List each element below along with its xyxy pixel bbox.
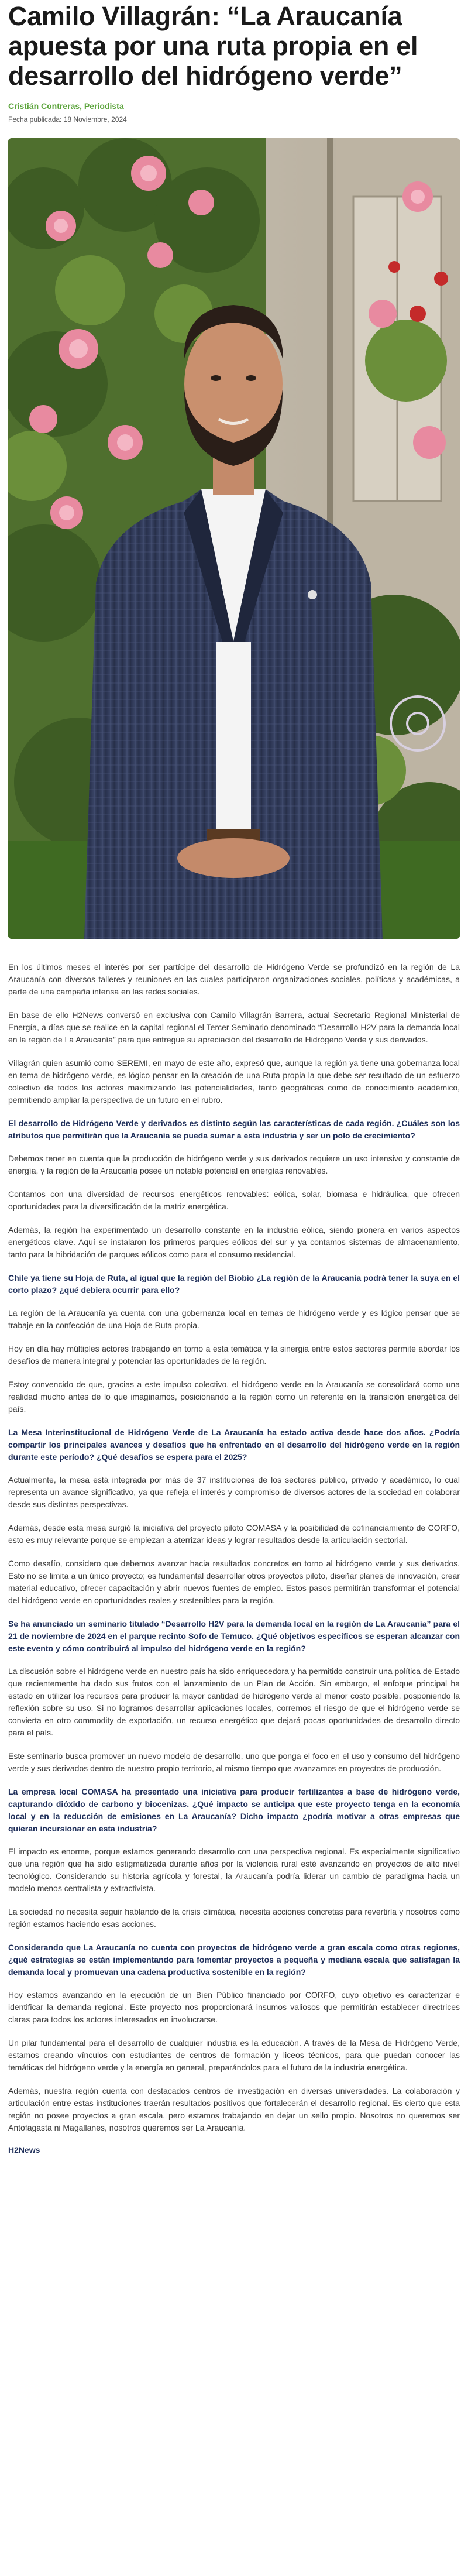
portrait-photo <box>8 138 460 939</box>
article-paragraph: Estoy convencido de que, gracias a este impulso colectivo, el hidrógeno verde en la Araucanía se consolidará como una realidad mucho antes de lo que imaginamos, posicionando a la región como un referente en la transición energética del país. <box>8 1380 460 1414</box>
article-paragraph: La región de la Araucanía ya cuenta con una gobernanza local en temas de hidrógeno verde y es lógico pensar que se trabaje en la confección de una Hoja de Ruta propia. <box>8 1308 460 1330</box>
interview-question: Considerando que La Araucanía no cuenta con proyectos de hidrógeno verde a gran escala como otras regiones, ¿qué estrategias se están implementando para fomentar proyectos a pequeña y mediana escala que satisfagan la demanda local y promuevan una cadena productiva sostenible en la región? <box>8 1943 460 1977</box>
article-paragraph: En base de ello H2News conversó en exclusiva con Camilo Villagrán Barrera, actual Secretario Regional Ministerial de Energía, a días que se realice en la capital regional el Tercer Seminario denominado “Desarrollo H2V para la demanda local en la región de La Araucanía” para que entregue su apreciación del desarrollo de Hidrógeno Verde y sus derivados. <box>8 1010 460 1044</box>
interview-question: La Mesa Interinstitucional de Hidrógeno Verde de La Araucanía ha estado activa desde hace dos años. ¿Podría compartir los principales avances y desafíos que ha enfrentado en el desarrollo del hidrógeno verde en la región durante este período? ¿Qué desafíos se espera para el 2025? <box>8 1428 460 1462</box>
article-body <box>8 961 460 2134</box>
portrait-photo-icon <box>8 138 460 939</box>
article-paragraph: El impacto es enorme, porque estamos generando desarrollo con una perspectiva regional. Es especialmente significativo que una región que ha sido estigmatizada durante años por la violencia rural esté avanzando en proyectos de alto nivel tecnológico. Considerando su historia agrícola y forestal, la Araucanía podría liderar un cambio de paradigma hacia un modelo menos centralista y extractivista. <box>8 1847 460 1893</box>
interview-question: El desarrollo de Hidrógeno Verde y derivados es distinto según las características de cada región. ¿Cuáles son los atributos que permitirán que la Araucanía se pueda sumar a esta industria y ser un polo de crecimiento? <box>8 1119 460 1140</box>
article-title: Camilo Villagrán: “La Araucanía apuesta por una ruta propia en el desarrollo del hidrógeno verde” <box>8 1 418 91</box>
author-byline[interactable]: Cristián Contreras, Periodista <box>8 101 124 111</box>
article-paragraph: Debemos tener en cuenta que la producción de hidrógeno verde y sus derivados requiere un uso intensivo y constante de energía, y la región de la Araucanía posee un notable potencial en energías renovables. <box>8 1154 460 1175</box>
article-paragraph: Un pilar fundamental para el desarrollo de cualquier industria es la educación. A través de la Mesa de Hidrógeno Verde, estamos creando vínculos con estudiantes de centros de formación y liceos técnicos, para que puedan conocer las temáticas del hidrógeno verde y la energía en general, preparándolos para el futuro de la industria energética. <box>8 2038 460 2072</box>
interview-question: La empresa local COMASA ha presentado una iniciativa para producir fertilizantes a base de hidrógeno verde, capturando dióxido de carbono y biocenizas. ¿Qué impacto se anticipa que este proyecto tenga en la economía local y en la reducción de emisiones en La Araucanía? Dicho impacto ¿podría motivar a otras empresas que quieran incursionar en esta industria? <box>8 1787 460 1833</box>
article-paragraph: La discusión sobre el hidrógeno verde en nuestro país ha sido enriquecedora y ha permitido construir una política de Estado que recientemente ha dado sus frutos con el lanzamiento de un Plan de Acción. Sin embargo, el enfoque principal ha estado en utilizar los recursos para producir la mayor cantidad de hidrógeno verde al menor costo posible, posponiendo la reflexión sobre su uso. Si no logramos desarrollar aplicaciones locales, corremos el riesgo de que el hidrógeno verde se convierta en otro commodity de exportación, un recurso energético que dejará pocas oportunidades de desarrollo directo para el país. <box>8 1666 460 1737</box>
article-paragraph: La sociedad no necesita seguir hablando de la crisis climática, necesita acciones concretas para revertirla y nosotros como región estamos haciendo esas acciones. <box>8 1907 460 1929</box>
article-paragraph: Hoy en día hay múltiples actores trabajando en torno a esta temática y la sinergia entre estos sectores permite abordar los desafíos de manera integral y potenciar las oportunidades de la región. <box>8 1344 460 1366</box>
article-paragraph: Villagrán quien asumió como SEREMI, en mayo de este año, expresó que, aunque la región ya tiene una gobernanza local en tema de hidrógeno verde, es lógico pensar en la creación de una Ruta propia la que debe ser resultado de un esfuerzo colectivo de todos los actores maximizando las potencialidades, tanto geográficas como de conocimiento académico, permitiendo ampliar la perspectiva de un futuro en el rubro. <box>8 1058 460 1105</box>
interview-question: Se ha anunciado un seminario titulado “Desarrollo H2V para la demanda local en la región de La Araucanía” para el 21 de noviembre de 2024 en el parque recinto Sofo de Temuco. ¿Qué objetivos específicos se esperan alcanzar con este evento y cómo contribuirá al impulso del hidrógeno verde en la región? <box>8 1619 460 1653</box>
article-paragraph: Además, la región ha experimentado un desarrollo constante en la industria eólica, siendo pionera en varios aspectos energéticos clave. Aquí se instalaron los primeros parques eólicos del sur y ya contamos sistemas de almacenamiento, tanto para la hibridación de parques eólicos como para el consumo residencial. <box>8 1225 460 1259</box>
article-paragraph: Actualmente, la mesa está integrada por más de 37 instituciones de los sectores público, privado y académico, lo cual representa un avance significativo, ya que refleja el interés y compromiso de diversos actores de la sociedad en colaborar desde sus distintas perspectivas. <box>8 1475 460 1509</box>
source-label: H2News <box>8 2145 40 2155</box>
article-paragraph: Además, desde esta mesa surgió la iniciativa del proyecto piloto COMASA y la posibilidad de cofinanciamiento de CORFO, esto es muy relevante porque se empiezan a aterrizar ideas y lograr resultados desde la articulación sectorial. <box>8 1523 460 1545</box>
interview-question: Chile ya tiene su Hoja de Ruta, al igual que la región del Biobío ¿La región de la Araucanía podrá tener la suya en el corto plazo? ¿qué debiera ocurrir para ello? <box>8 1273 460 1295</box>
article-paragraph: Hoy estamos avanzando en la ejecución de un Bien Público financiado por CORFO, cuyo objetivo es caracterizar e identificar la demanda regional. Este proyecto nos proporcionará insumos valiosos que permitirán establecer directrices claras para todos los actores interesados en involucrarse. <box>8 1990 460 2024</box>
article-paragraph: Contamos con una diversidad de recursos energéticos renovables: eólica, solar, biomasa e hidráulica, que ofrecen oportunidades para la diversificación de la matriz energética. <box>8 1189 460 1211</box>
article-paragraph: Además, nuestra región cuenta con destacados centros de investigación en diversas universidades. La colaboración y articulación entre estas instituciones traerán resultados positivos que fortalecerán el desarrollo regional. Es cierto que esta región no posee proyectos a gran escala, pero estamos trabajando en dejar un sello propio. Nosotros no queremos ser Antofagasta ni Magallanes, nosotros queremos ser La Araucanía. <box>8 2086 460 2132</box>
article-paragraph: Este seminario busca promover un nuevo modelo de desarrollo, uno que ponga el foco en el uso y consumo del hidrógeno verde y sus derivados dentro de nuestro propio territorio, al mismo tiempo que avanzamos en proyectos de producción. <box>8 1751 460 1773</box>
article-paragraph: En los últimos meses el interés por ser partícipe del desarrollo de Hidrógeno Verde se profundizó en la región de La Araucanía con diversos talleres y reuniones en las cuales participaron organizaciones sociales, políticas y académicas, a parte de una campaña intensa en las redes sociales. <box>8 962 460 996</box>
publication-date: Fecha publicada: 18 Noviembre, 2024 <box>8 115 127 124</box>
article-paragraph: Como desafío, considero que debemos avanzar hacia resultados concretos en torno al hidrógeno verde y sus derivados. Esto no se limita a un único proyecto; es fundamental desarrollar otros proyectos piloto, diseñar planes de innovación, crear material educativo, ofrecer capacitación y abrir nuevos fuentes de empleo. Estos pasos permitirán transformar el potencial del hidrógeno verde en oportunidades reales y sostenibles para la región. <box>8 1559 460 1605</box>
